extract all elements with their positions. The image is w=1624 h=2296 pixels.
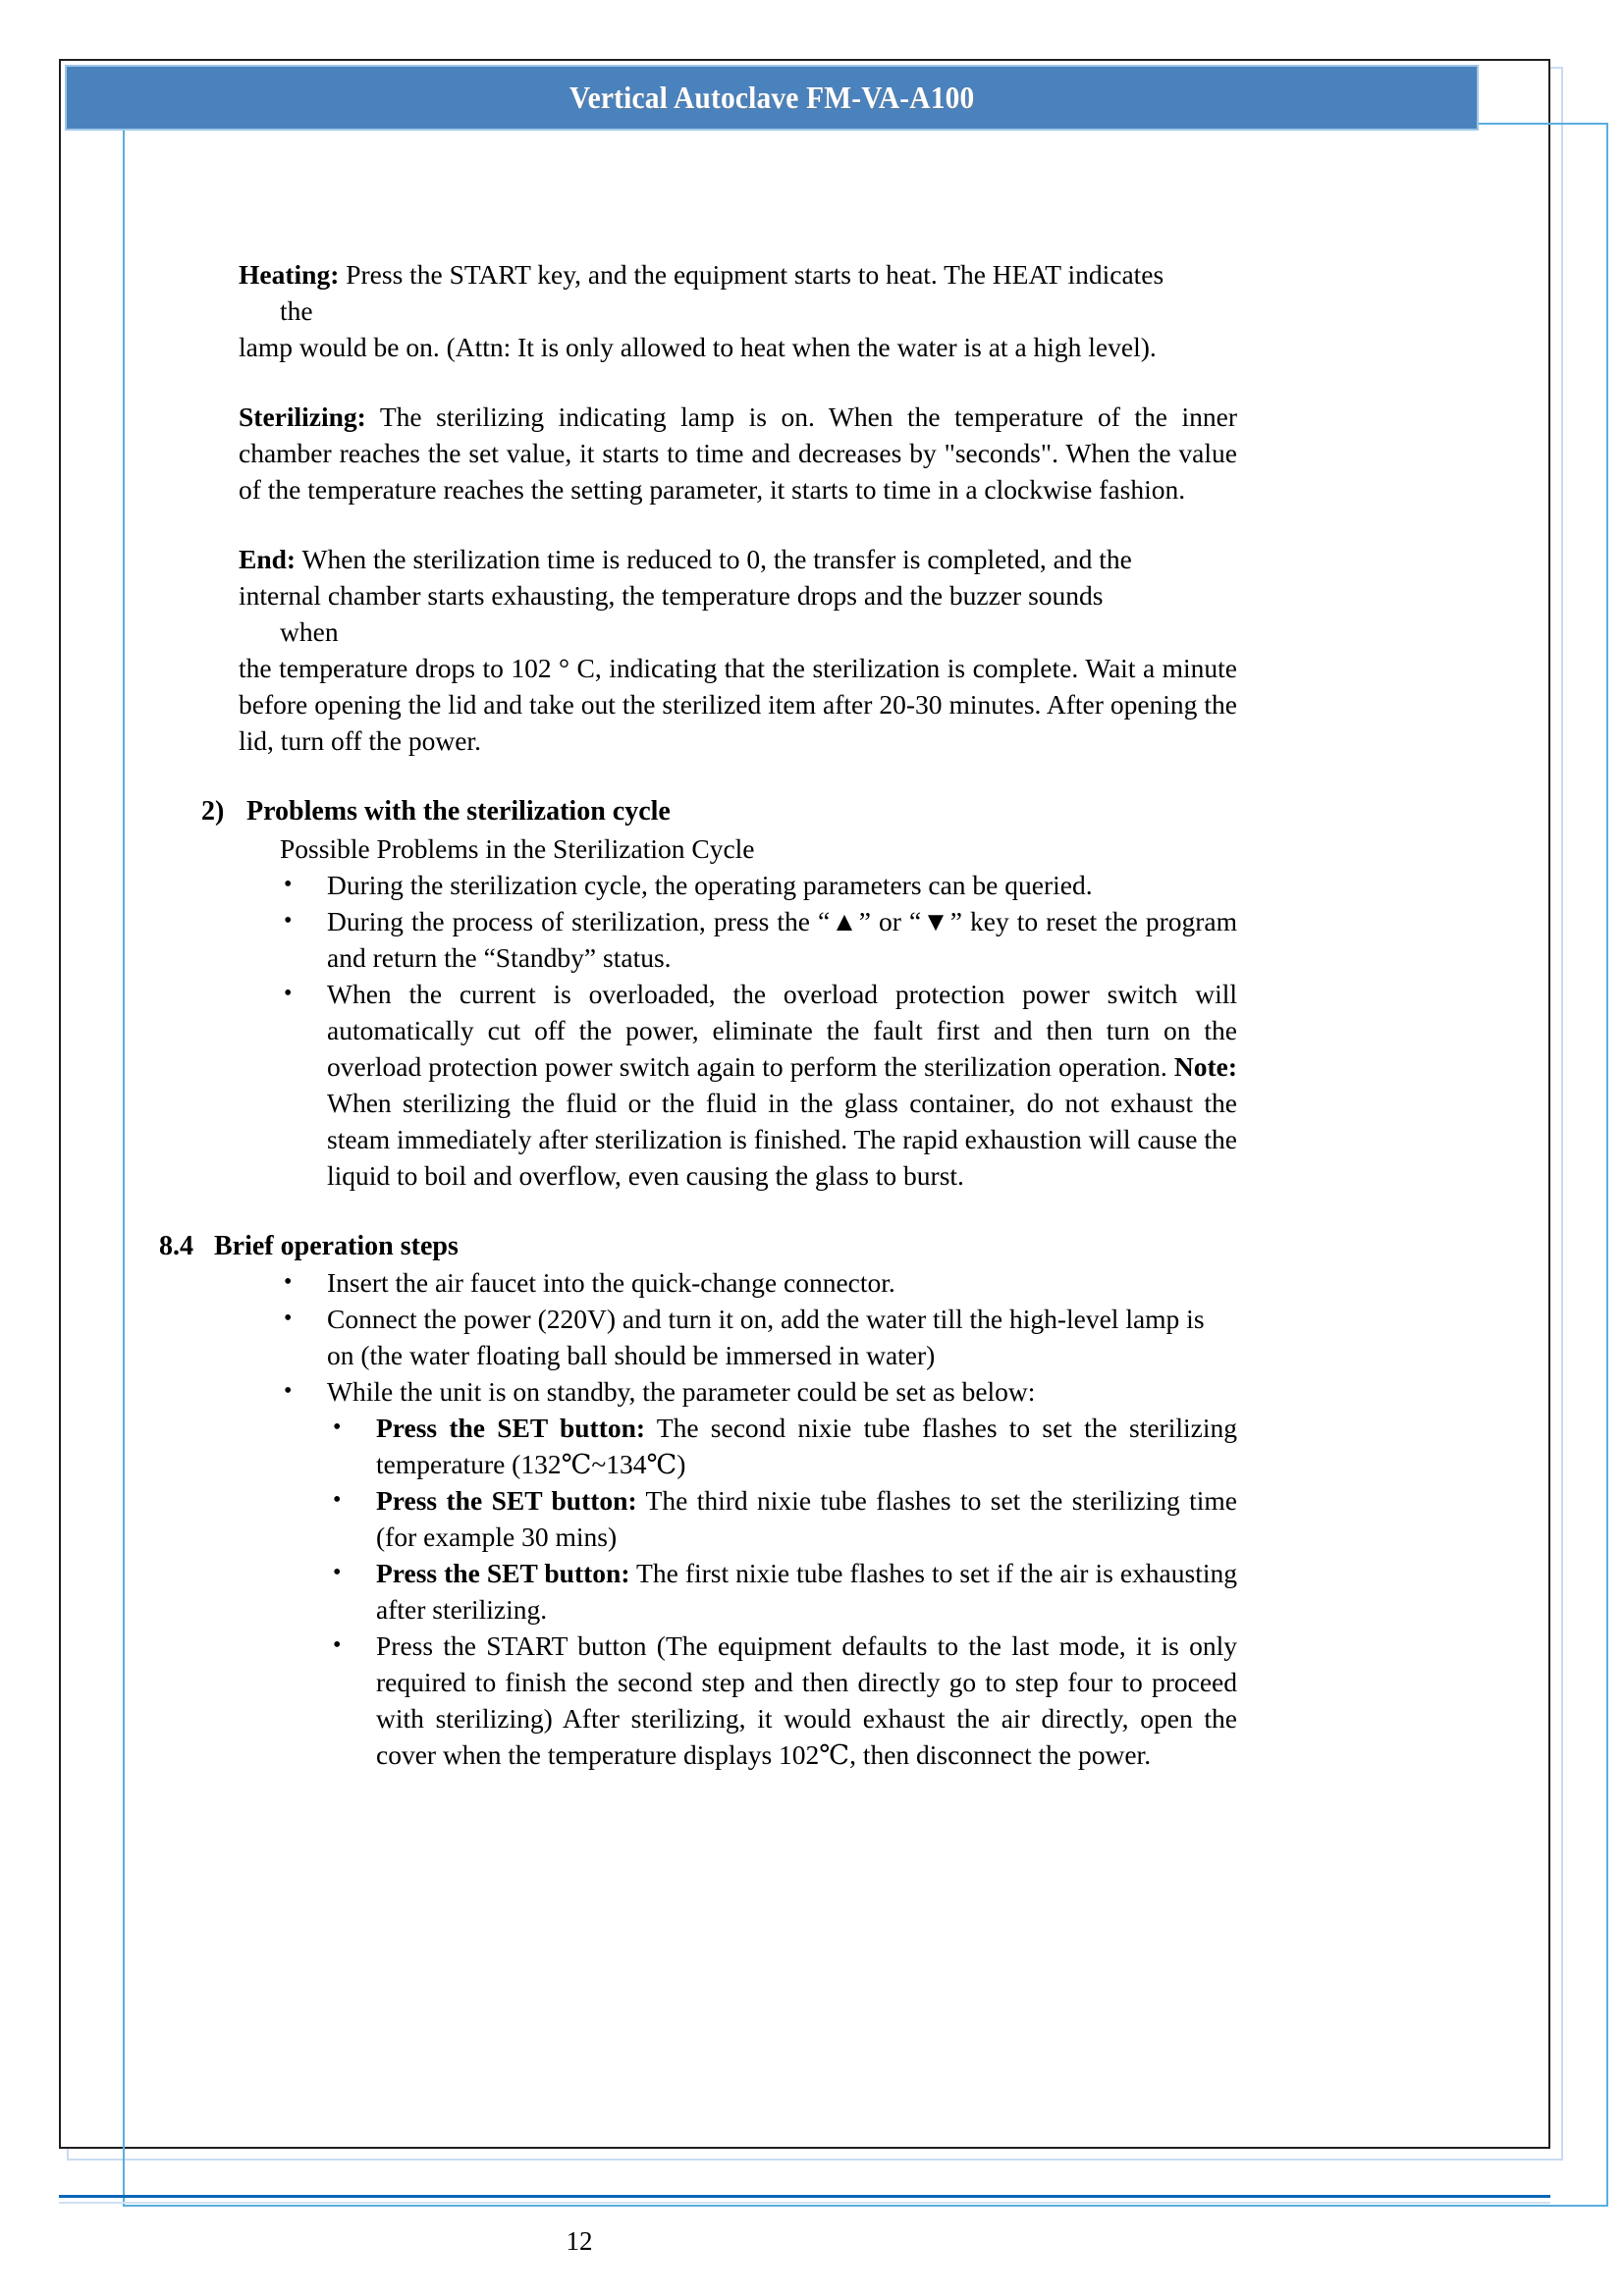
paragraph-heating <box>239 257 1237 366</box>
page-header-banner <box>65 65 1479 131</box>
list-item <box>239 1411 1237 1483</box>
set-button-text: The third nixie tube flashes to set the sterilizing time (for example 30 mins) <box>376 1484 1237 1552</box>
set-button-label: Press the SET button: <box>376 1557 630 1588</box>
section-8-4-bullet-list <box>239 1265 1237 1411</box>
paragraph-sterilizing <box>239 400 1237 508</box>
list-item <box>239 977 1237 1195</box>
list-item <box>239 1629 1237 1774</box>
heading-section-2 <box>201 793 1237 830</box>
list-item <box>239 904 1237 977</box>
heating-label: Heating: <box>239 259 340 290</box>
list-item <box>239 868 1237 904</box>
end-line4: the temperature drops to 102 ° C, indicating that the sterilization is complete. Wait a minute before opening the lid and take out the sterilized item after 20-30 minutes. After opening the lid, turn off the power. <box>239 652 1237 756</box>
bullet-icon: • <box>284 1377 293 1404</box>
heating-line2: the <box>280 294 313 326</box>
footer-rule-secondary <box>59 2202 1550 2204</box>
end-line1: When the sterilization time is reduced to 0, the transfer is completed, and the <box>301 543 1132 574</box>
set-button-label: Press the SET button: <box>376 1484 637 1516</box>
bullet-icon: • <box>333 1414 342 1440</box>
list-item <box>239 1556 1237 1629</box>
section-2-bullet-list <box>239 868 1237 1195</box>
section-8-4-sub-bullet-list <box>239 1411 1237 1774</box>
bullet-text <box>376 1411 1237 1483</box>
bullet-icon: • <box>284 908 293 934</box>
note-label: Note: <box>1173 1051 1237 1083</box>
bullet-text <box>327 977 1237 1195</box>
bullet-text: Press the START button (The equipment defaults to the last mode, it is only required to finish the second step and then directly go to step four to proceed with sterilizing) After sterilizing, it would exhaust the air directly, open the cover when the temperature displays 102℃, then disconnect the power. <box>376 1629 1237 1770</box>
list-item <box>239 1374 1237 1411</box>
bullet-icon: • <box>333 1559 342 1585</box>
set-button-label: Press the SET button: <box>376 1412 646 1443</box>
end-line2: internal chamber starts exhausting, the temperature drops and the buzzer sounds <box>239 579 1104 611</box>
heating-line3: lamp would be on. (Attn: It is only allowed to heat when the water is at a high level). <box>239 331 1157 362</box>
bullet-icon: • <box>284 981 293 1007</box>
section-8-4-number: 8.4 <box>159 1231 193 1262</box>
bullet-icon: • <box>284 1305 293 1331</box>
bullet-text: Connect the power (220V) and turn it on, add the water till the high-level lamp is on (the water floating ball should be immersed in water) <box>327 1303 1205 1370</box>
sterilizing-text: The sterilizing indicating lamp is on. When the temperature of the inner chamber reaches the set value, it starts to time and decreases by "seconds". When the value of the temperature reaches the setting parameter, it starts to time in a clockwise fashion. <box>239 400 1238 505</box>
bullet-icon: • <box>333 1486 342 1513</box>
sterilizing-label: Sterilizing: <box>239 400 366 432</box>
section-8-4-title: Brief operation steps <box>214 1231 459 1262</box>
list-item <box>239 1265 1237 1302</box>
heading-section-8-4 <box>159 1228 1237 1265</box>
end-label: End: <box>239 543 297 574</box>
bullet-text: Insert the air faucet into the quick-change connector. <box>327 1266 895 1298</box>
bullet-text <box>376 1556 1237 1629</box>
page-number: 12 <box>566 2226 593 2256</box>
bullet-text-after: When sterilizing the fluid or the fluid in the glass container, do not exhaust the steam immediately after sterilization is finished. The rapid exhaustion will cause the liquid to boil and overflow, even causing the glass to burst. <box>327 1088 1237 1192</box>
end-line3: when <box>280 615 339 647</box>
footer-rule <box>59 2195 1550 2198</box>
document-body <box>159 257 1238 1774</box>
list-item <box>239 1483 1237 1556</box>
section-2-number: 2) <box>201 795 225 827</box>
bullet-icon: • <box>284 1268 293 1295</box>
section-2-subtitle: Possible Problems in the Sterilization Cycle <box>280 833 755 865</box>
list-item <box>239 1302 1237 1374</box>
set-button-text: The second nixie tube flashes to set the sterilizing temperature (132℃~134℃) <box>376 1412 1237 1479</box>
bullet-text: During the sterilization cycle, the operating parameters can be queried. <box>327 870 1093 901</box>
set-button-text: The first nixie tube flashes to set if the air is exhausting after sterilizing. <box>376 1557 1237 1625</box>
bullet-text-before: When the current is overloaded, the overload protection power switch will automatically cut off the power, eliminate the fault first and then turn on the overload protection power switch again to perform the sterilization operation. <box>327 979 1237 1083</box>
heating-line1: Press the START key, and the equipment starts to heat. The HEAT indicates <box>346 259 1164 290</box>
bullet-icon: • <box>284 872 293 898</box>
bullet-icon: • <box>333 1631 342 1658</box>
paragraph-end <box>239 542 1237 760</box>
bullet-text: During the process of sterilization, press the “▲” or “▼” key to reset the program and return the “Standby” status. <box>327 906 1237 974</box>
bullet-text <box>376 1483 1237 1556</box>
page-title: Vertical Autoclave FM-VA-A100 <box>568 80 975 115</box>
bullet-text: While the unit is on standby, the parameter could be set as below: <box>327 1375 1036 1407</box>
section-2-title: Problems with the sterilization cycle <box>246 795 671 827</box>
